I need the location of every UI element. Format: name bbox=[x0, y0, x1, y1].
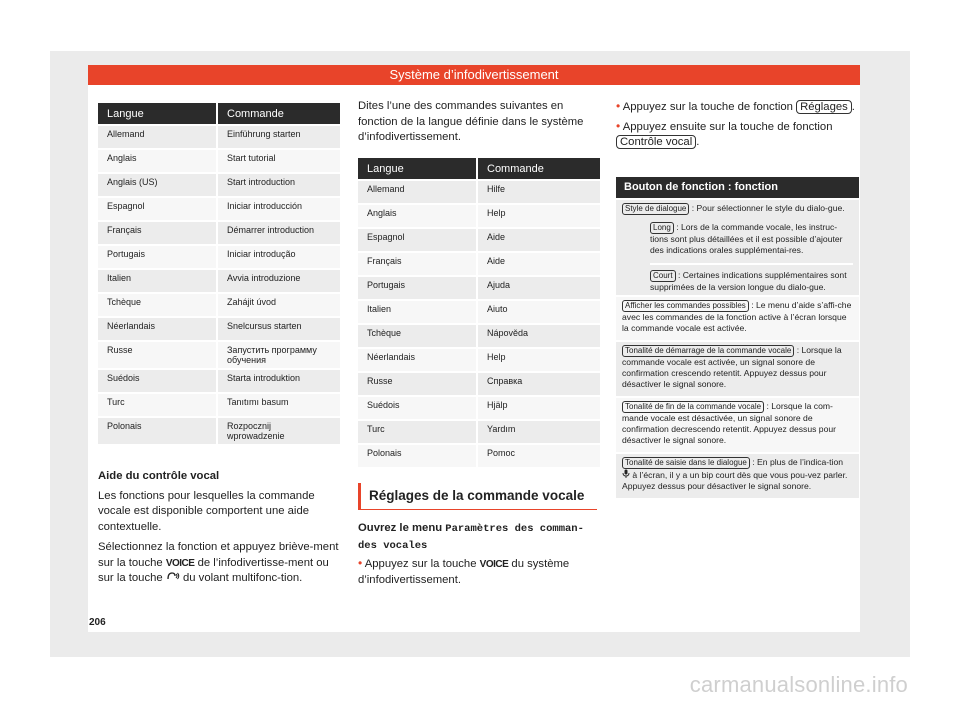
dialog-style-key: Style de dialogue bbox=[622, 203, 689, 215]
table-row bbox=[358, 300, 600, 324]
language-cell: Tchèque bbox=[98, 293, 217, 317]
voice-button-icon: VOICE bbox=[165, 557, 195, 569]
command-cell: Help bbox=[477, 348, 600, 372]
bullet-icon: • bbox=[358, 556, 363, 570]
language-cell: Français bbox=[358, 252, 477, 276]
aide-section bbox=[98, 469, 340, 592]
bullet-text-a: Appuyez sur la touche bbox=[364, 558, 477, 570]
command-cell: Ajuda bbox=[477, 276, 600, 300]
table-row bbox=[358, 420, 600, 444]
reglages-instructions bbox=[358, 521, 600, 593]
command-cell: Запустить программу обучения bbox=[217, 341, 340, 369]
language-cell: Néerlandais bbox=[358, 348, 477, 372]
command-cell: Starta introduktion bbox=[217, 369, 340, 393]
command-cell: Iniciar introdução bbox=[217, 245, 340, 269]
function-subrow-short bbox=[650, 263, 853, 293]
show-commands-text: : Le menu d’aide s’affi-che avec les commandes de la fonction active à l’écran lorsque la commande vocale est activée. bbox=[622, 300, 852, 333]
page-number: 206 bbox=[89, 617, 106, 628]
table-row bbox=[98, 369, 340, 393]
language-cell: Italien bbox=[358, 300, 477, 324]
command-cell: Tanıtımı basum bbox=[217, 393, 340, 417]
language-cell: Tchèque bbox=[358, 324, 477, 348]
command-cell: Einführung starten bbox=[217, 125, 340, 149]
aide-text-a: Sélectionnez la fonction et appuyez briève-ment sur la touche bbox=[98, 541, 339, 569]
table-row bbox=[358, 252, 600, 276]
voice-control-key: Contrôle vocal bbox=[616, 135, 696, 149]
input-tone-text-b: à l’écran, il y a un bip court dès que vous pou-vez parler. Appuyez dessus pour désactiver le signal sonore. bbox=[622, 470, 848, 491]
language-cell: Polonais bbox=[98, 417, 217, 444]
instruction-2-text: Appuyez ensuite sur la touche de fonction bbox=[622, 120, 833, 133]
language-cell: Espagnol bbox=[98, 197, 217, 221]
command-cell: Pomoc bbox=[477, 444, 600, 467]
command-cell: Yardım bbox=[477, 420, 600, 444]
language-cell: Italien bbox=[98, 269, 217, 293]
language-cell: Allemand bbox=[358, 180, 477, 204]
open-menu-prefix: Ouvrez le menu bbox=[358, 522, 443, 534]
table-row bbox=[98, 245, 340, 269]
function-row-dialog-style bbox=[616, 198, 859, 295]
table-row bbox=[98, 417, 340, 444]
instruction-1: • Appuyez sur la touche de fonction Réglages . bbox=[616, 99, 855, 113]
reglages-bullet bbox=[358, 556, 600, 588]
bullet-text-b: du système d’infodivertissement. bbox=[358, 558, 570, 586]
table-row bbox=[358, 348, 600, 372]
command-cell: Nápověda bbox=[477, 324, 600, 348]
tutorial-command-table bbox=[98, 103, 340, 444]
help-command-table bbox=[358, 158, 600, 467]
reglages-section-title: Réglages de la commande vocale bbox=[358, 483, 597, 510]
col-header-language: Langue bbox=[98, 103, 217, 125]
voice-button-icon: VOICE bbox=[479, 559, 509, 570]
microphone-icon bbox=[622, 470, 630, 480]
command-cell: Avvia introduzione bbox=[217, 269, 340, 293]
table-row bbox=[358, 396, 600, 420]
table-row bbox=[358, 372, 600, 396]
table-row bbox=[98, 341, 340, 369]
language-cell: Polonais bbox=[358, 444, 477, 467]
watermark: carmanualsonline.info bbox=[689, 672, 908, 697]
table-row bbox=[98, 149, 340, 173]
table-row bbox=[98, 197, 340, 221]
bullet-icon: • bbox=[616, 118, 621, 133]
language-cell: Portugais bbox=[98, 245, 217, 269]
instruction-1-text: Appuyez sur la touche de fonction bbox=[622, 101, 793, 113]
end-tone-key: Tonalité de fin de la commande vocale bbox=[622, 401, 764, 413]
language-cell: Portugais bbox=[358, 276, 477, 300]
col-header-command: Commande bbox=[477, 158, 600, 180]
settings-key: Réglages bbox=[796, 100, 852, 114]
page-header: Système d’infodivertissement bbox=[88, 65, 860, 85]
table-row bbox=[98, 173, 340, 197]
command-cell: Hjälp bbox=[477, 396, 600, 420]
table-row bbox=[98, 317, 340, 341]
input-tone-text-a: : En plus de l’indica-tion bbox=[752, 457, 844, 467]
col-header-command: Commande bbox=[217, 103, 340, 125]
command-cell: Aiuto bbox=[477, 300, 600, 324]
language-cell: Suédois bbox=[358, 396, 477, 420]
instruction-2: • Appuyez ensuite sur la touche de fonction Contrôle vocal . bbox=[616, 118, 833, 148]
bullet-icon: • bbox=[616, 99, 621, 113]
language-cell: Anglais (US) bbox=[98, 173, 217, 197]
command-cell: Start introduction bbox=[217, 173, 340, 197]
short-text: : Certaines indications supplémentaires sont supprimées de la version longue du dialo-gue. bbox=[650, 270, 847, 292]
start-tone-key: Tonalité de démarrage de la commande vocale bbox=[622, 345, 794, 357]
function-row-input-tone bbox=[616, 452, 859, 498]
dialog-style-text: : Pour sélectionner le style du dialo-gue. bbox=[691, 203, 845, 213]
command-cell: Iniciar introducción bbox=[217, 197, 340, 221]
table-row bbox=[358, 444, 600, 467]
language-cell: Néerlandais bbox=[98, 317, 217, 341]
function-row-start-tone bbox=[616, 340, 859, 396]
voice-steering-icon bbox=[166, 572, 183, 584]
table-row bbox=[358, 324, 600, 348]
command-cell: Start tutorial bbox=[217, 149, 340, 173]
long-key: Long bbox=[650, 222, 674, 234]
show-commands-key: Afficher les commandes possibles bbox=[622, 300, 749, 312]
function-row-show-commands bbox=[616, 295, 859, 340]
command-cell: Aide bbox=[477, 252, 600, 276]
language-cell: Russe bbox=[98, 341, 217, 369]
language-cell: Anglais bbox=[98, 149, 217, 173]
language-cell: Russe bbox=[358, 372, 477, 396]
long-text: : Lors de la commande vocale, les instruc-tions sont plus détaillées et il est possible d’ajouter des indications orales supplémentai-res. bbox=[650, 222, 843, 255]
command-cell: Zahájit úvod bbox=[217, 293, 340, 317]
middle-intro: Dites l’une des commandes suivantes en fonction de la langue définie dans le système d’infodivertissement. bbox=[358, 100, 584, 143]
function-table-header: Bouton de fonction : fonction bbox=[616, 177, 859, 198]
language-cell: Espagnol bbox=[358, 228, 477, 252]
short-key: Court bbox=[650, 270, 676, 282]
aide-paragraph-1: Les fonctions pour lesquelles la commande vocale est disponible comportent une aide contextuelle. bbox=[98, 489, 315, 533]
table-row bbox=[358, 276, 600, 300]
start-tone-text: : Lorsque la commande vocale est activée, un signal sonore de confirmation crescendo retentit. Appuyez dessus pour désactiver le signal sonore. bbox=[622, 345, 842, 389]
table-row bbox=[98, 393, 340, 417]
language-cell: Anglais bbox=[358, 204, 477, 228]
command-cell: Help bbox=[477, 204, 600, 228]
language-cell: Turc bbox=[358, 420, 477, 444]
command-cell: Snelcursus starten bbox=[217, 317, 340, 341]
aide-text-c: du volant multifonc-tion. bbox=[182, 572, 303, 584]
end-tone-text: : Lorsque la com-mande vocale est désactivée, un signal sonore de confirmation decrescendo retentit. Appuyez dessus pour désactiver le signal sonore. bbox=[622, 401, 837, 445]
aide-text-b: de l’infodivertisse-ment ou sur la touche bbox=[98, 556, 329, 584]
input-tone-key: Tonalité de saisie dans le dialogue bbox=[622, 457, 750, 469]
function-table bbox=[616, 177, 859, 498]
language-cell: Turc bbox=[98, 393, 217, 417]
language-cell: Allemand bbox=[98, 125, 217, 149]
aide-title: Aide du contrôle vocal bbox=[98, 470, 220, 482]
command-cell: Aide bbox=[477, 228, 600, 252]
right-instructions bbox=[616, 99, 858, 156]
table-row bbox=[358, 180, 600, 204]
col-header-language: Langue bbox=[358, 158, 477, 180]
function-row-end-tone bbox=[616, 396, 859, 452]
command-cell: Hilfe bbox=[477, 180, 600, 204]
table-row bbox=[98, 293, 340, 317]
language-cell: Suédois bbox=[98, 369, 217, 393]
language-cell: Français bbox=[98, 221, 217, 245]
table-row bbox=[358, 228, 600, 252]
table-row bbox=[98, 269, 340, 293]
function-subrow-long bbox=[650, 222, 853, 256]
menu-name: Paramètres des comman-des vocales bbox=[358, 523, 584, 552]
command-cell: Rozpocznij wprowadzenie bbox=[217, 417, 340, 444]
command-cell: Démarrer introduction bbox=[217, 221, 340, 245]
table-row bbox=[98, 125, 340, 149]
command-cell: Справка bbox=[477, 372, 600, 396]
aide-paragraph-2 bbox=[98, 540, 340, 587]
open-menu-line bbox=[358, 521, 600, 554]
table-row bbox=[98, 221, 340, 245]
table-row bbox=[358, 204, 600, 228]
